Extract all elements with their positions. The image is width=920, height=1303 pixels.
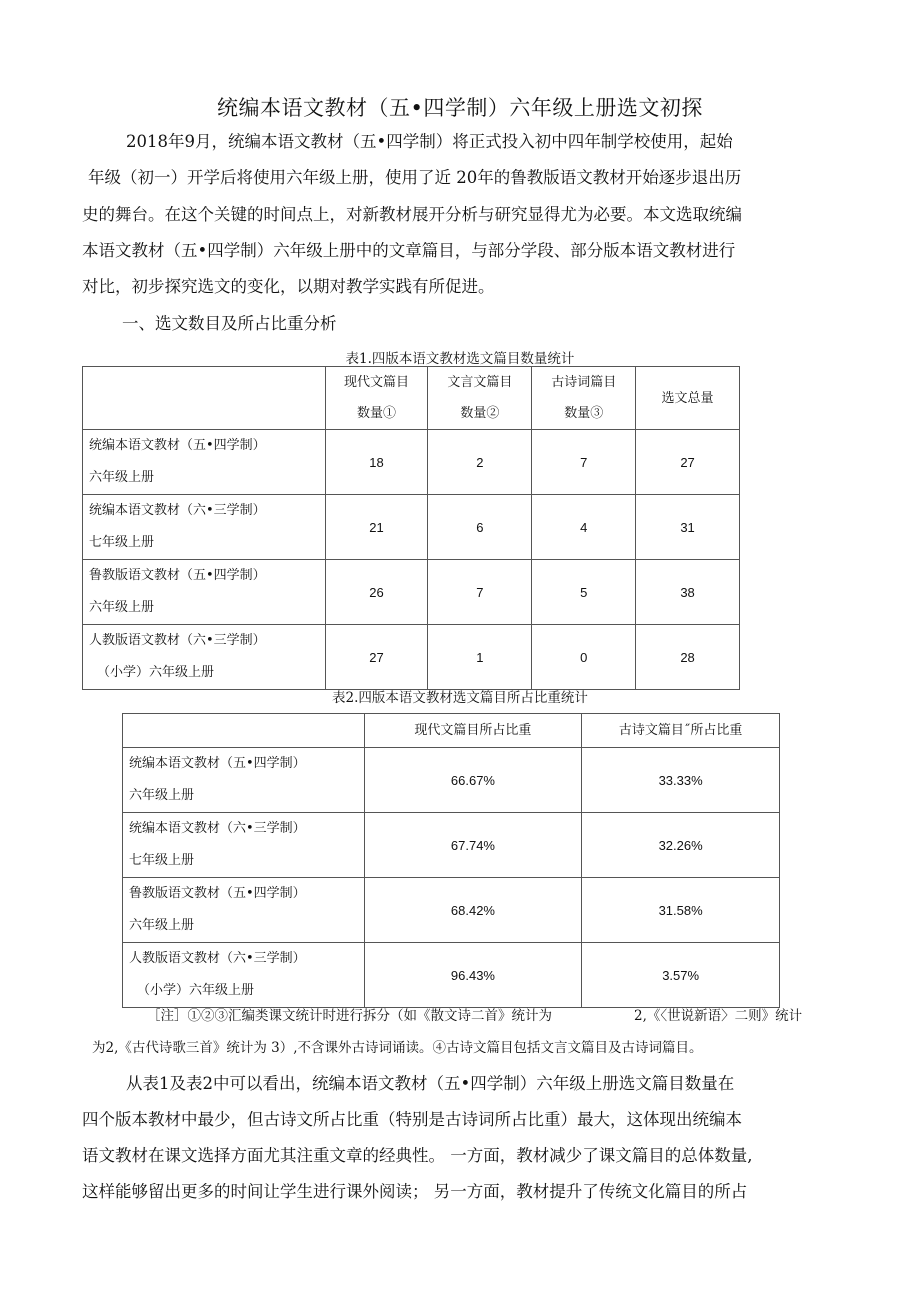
conclusion-line: 四个版本教材中最少，但古诗文所占比重（特别是古诗词所占比重）最大，这体现出统编本 <box>82 1110 742 1129</box>
table-cell: 27 <box>636 430 740 495</box>
row-label <box>83 495 326 560</box>
row-label-text: 六年级上册 <box>89 600 155 615</box>
header-text: 文言文篇目 <box>447 375 513 390</box>
table-cell: 38 <box>636 560 740 625</box>
table-header-row <box>123 714 780 748</box>
header-cell <box>532 367 636 430</box>
table1-caption: 表1.四版本语文教材选文篇目数量统计 <box>345 351 575 367</box>
row-label-text: 七年级上册 <box>89 535 155 550</box>
row-label <box>83 560 326 625</box>
table-cell: 26 <box>325 560 428 625</box>
table-cell: 18 <box>325 430 428 495</box>
footnote-line: 2,《〈世说新语〉二则》统计 <box>634 1008 803 1024</box>
row-label-text: 人教版语文教材（六•三学制） <box>89 633 266 648</box>
row-label-text: 统编本语文教材（六•三学制） <box>89 503 266 518</box>
conclusion-line: 从表1及表2中可以看出，统编本语文教材（五•四学制）六年级上册选文篇目数量在 <box>126 1074 735 1093</box>
header-cell: 古诗文篇目˝所占比重 <box>582 714 780 748</box>
header-text: 古诗词篇目 <box>551 375 617 390</box>
table-cell: 68.42% <box>364 878 582 943</box>
table-cell: 32.26% <box>582 813 780 878</box>
table-row <box>83 495 740 560</box>
conclusion-line: 语文教材在课文选择方面尤其注重文章的经典性。 一方面，教材减少了课文篇目的总体数量, <box>82 1146 753 1165</box>
row-label <box>123 878 365 943</box>
row-label <box>123 943 365 1008</box>
footnote-line: 为2,《古代诗歌三首》统计为 3）,不含课外古诗词诵读。④古诗文篇目包括文言文篇目及古诗词篇目。 <box>92 1040 703 1056</box>
table-row <box>123 748 780 813</box>
header-cell-empty <box>123 714 365 748</box>
row-label-text: 统编本语文教材（五•四学制） <box>89 438 266 453</box>
table-cell: 31 <box>636 495 740 560</box>
table-cell: 4 <box>532 495 636 560</box>
table-cell: 21 <box>325 495 428 560</box>
row-label-text: 人教版语文教材（六•三学制） <box>129 951 306 966</box>
table-cell: 7 <box>428 560 532 625</box>
row-label <box>123 813 365 878</box>
intro-line: 史的舞台。在这个关键的时间点上，对新教材展开分析与研究显得尤为必要。本文选取统编 <box>82 205 742 224</box>
table-2 <box>122 713 780 1008</box>
row-label-text: 鲁教版语文教材（五•四学制） <box>129 886 306 901</box>
table-cell: 27 <box>325 625 428 690</box>
row-label-text: （小学）六年级上册 <box>137 983 255 998</box>
header-cell <box>636 367 740 430</box>
header-text: 数量① <box>357 406 397 421</box>
row-label-text: 统编本语文教材（六•三学制） <box>129 821 306 836</box>
row-label-text: 鲁教版语文教材（五•四学制） <box>89 568 266 583</box>
header-cell <box>428 367 532 430</box>
intro-line: 本语文教材（五•四学制）六年级上册中的文章篇目，与部分学段、部分版本语文教材进行 <box>82 241 736 260</box>
table-cell: 2 <box>428 430 532 495</box>
conclusion-line: 这样能够留出更多的时间让学生进行课外阅读； 另一方面，教材提升了传统文化篇目的所占 <box>82 1182 748 1201</box>
table-row <box>123 813 780 878</box>
table-header-row <box>83 367 740 430</box>
table-cell: 1 <box>428 625 532 690</box>
table-cell: 31.58% <box>582 878 780 943</box>
row-label-text: 六年级上册 <box>89 470 155 485</box>
header-cell <box>325 367 428 430</box>
table-cell: 5 <box>532 560 636 625</box>
table-cell: 28 <box>636 625 740 690</box>
table-cell: 3.57% <box>582 943 780 1008</box>
table-cell: 6 <box>428 495 532 560</box>
row-label-text: （小学）六年级上册 <box>97 665 215 680</box>
row-label-text: 七年级上册 <box>129 853 195 868</box>
table-cell: 33.33% <box>582 748 780 813</box>
row-label-text: 统编本语文教材（五•四学制） <box>129 756 306 771</box>
section-heading: 一、选文数目及所占比重分析 <box>122 314 337 333</box>
header-cell-empty <box>83 367 326 430</box>
table-cell: 66.67% <box>364 748 582 813</box>
table2-caption: 表2.四版本语文教材选文篇目所占比重统计 <box>332 690 588 706</box>
header-text: 数量③ <box>564 406 604 421</box>
table-row <box>83 625 740 690</box>
intro-line: 年级（初一）开学后将使用六年级上册，使用了近 20年的鲁教版语文教材开始逐步退出历 <box>88 168 742 187</box>
table-1 <box>82 366 740 690</box>
intro-line: 对比，初步探究选文的变化，以期对教学实践有所促进。 <box>82 277 495 296</box>
header-cell: 现代文篇目所占比重 <box>364 714 582 748</box>
table-row <box>83 430 740 495</box>
row-label <box>83 625 326 690</box>
table-cell: 7 <box>532 430 636 495</box>
table-row <box>83 560 740 625</box>
row-label-text: 六年级上册 <box>129 788 195 803</box>
table-cell: 0 <box>532 625 636 690</box>
intro-line: 2018年9月，统编本语文教材（五•四学制）将正式投入初中四年制学校使用，起始 <box>126 132 733 151</box>
header-text: 选文总量 <box>661 390 714 406</box>
table-row <box>123 943 780 1008</box>
row-label <box>83 430 326 495</box>
row-label-text: 六年级上册 <box>129 918 195 933</box>
table-cell: 67.74% <box>364 813 582 878</box>
footnote-line: ［注］①②③汇编类课文统计时进行拆分（如《散文诗二首》统计为 <box>147 1008 552 1024</box>
header-text: 数量② <box>460 406 500 421</box>
header-text: 现代文篇目 <box>344 375 410 390</box>
table-cell: 96.43% <box>364 943 582 1008</box>
table-row <box>123 878 780 943</box>
page-title: 统编本语文教材（五•四学制）六年级上册选文初探 <box>217 96 703 120</box>
row-label <box>123 748 365 813</box>
